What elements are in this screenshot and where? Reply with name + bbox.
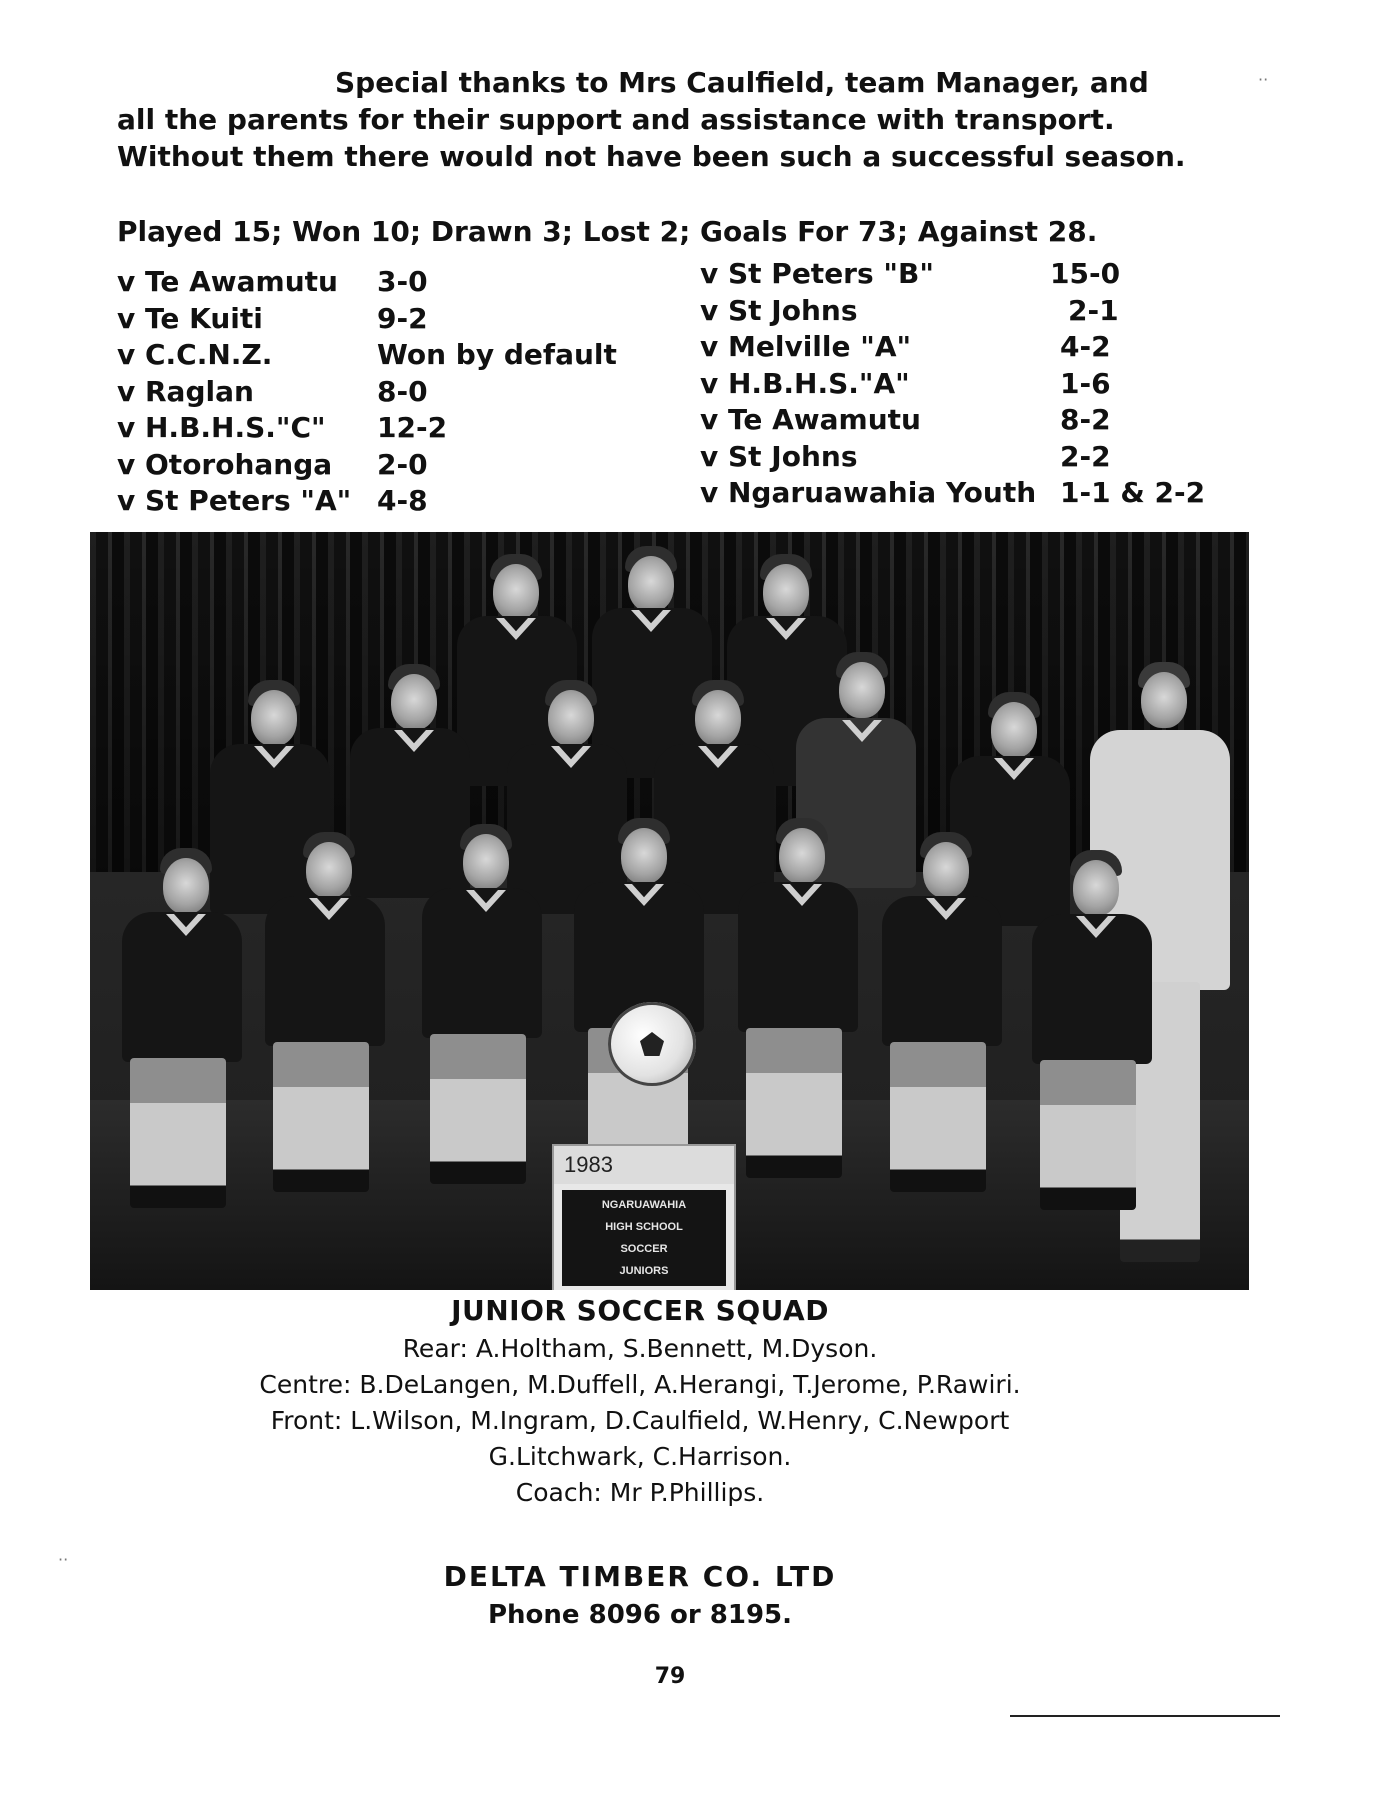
results-left-column bbox=[117, 264, 677, 520]
result-score: 1-1 & 2-2 bbox=[1060, 476, 1206, 509]
season-record: Played 15; Won 10; Drawn 3; Lost 2; Goals For 73; Against 28. bbox=[117, 215, 1098, 248]
result-row bbox=[700, 293, 1260, 330]
result-row bbox=[117, 337, 677, 374]
result-row bbox=[700, 475, 1260, 512]
result-row bbox=[117, 447, 677, 484]
result-row bbox=[117, 301, 677, 338]
caption-rear: Rear: A.Holtham, S.Bennett, M.Dyson. bbox=[402, 1334, 878, 1363]
result-opponent: v Melville "A" bbox=[700, 330, 912, 363]
result-score: 15-0 bbox=[1050, 257, 1121, 290]
result-score: 4-8 bbox=[377, 484, 428, 517]
result-row bbox=[117, 483, 677, 520]
result-score: 2-1 bbox=[1068, 293, 1119, 327]
caption-front: Front: L.Wilson, M.Ingram, D.Caulfield, W.Henry, C.Newport bbox=[270, 1406, 1010, 1435]
board-line: JUNIORS bbox=[619, 1265, 669, 1277]
caption-coach: Coach: Mr P.Phillips. bbox=[515, 1478, 765, 1507]
result-opponent: v St Johns bbox=[700, 439, 858, 473]
result-opponent: v St Johns bbox=[700, 293, 858, 327]
result-opponent: v Te Kuiti bbox=[117, 301, 263, 335]
result-score: 1-6 bbox=[1060, 366, 1111, 400]
result-row bbox=[117, 374, 677, 411]
result-opponent: v Te Awamutu bbox=[700, 403, 921, 436]
result-score: 8-0 bbox=[377, 374, 428, 408]
result-opponent: v H.B.H.S."C" bbox=[117, 411, 326, 444]
board-text bbox=[562, 1190, 726, 1286]
scan-speck: ·· bbox=[1258, 70, 1269, 89]
result-row bbox=[117, 264, 677, 301]
scan-speck: ·· bbox=[58, 1550, 69, 1569]
result-row bbox=[700, 256, 1260, 293]
board-year: 1983 bbox=[554, 1146, 734, 1184]
result-row bbox=[700, 329, 1260, 366]
page-number: 79 bbox=[654, 1664, 686, 1689]
result-score: 2-2 bbox=[1060, 439, 1111, 473]
thanks-paragraph bbox=[117, 64, 1186, 175]
result-score: 12-2 bbox=[377, 411, 448, 444]
sponsor-phone: Phone 8096 or 8195. bbox=[487, 1600, 792, 1630]
results-right-column bbox=[700, 256, 1260, 512]
result-row bbox=[700, 402, 1260, 439]
result-opponent: v H.B.H.S."A" bbox=[700, 366, 910, 400]
team-photo bbox=[90, 532, 1249, 1290]
result-score: 4-2 bbox=[1060, 330, 1111, 363]
result-opponent: v Raglan bbox=[117, 374, 254, 408]
caption-front-continued: G.Litchwark, C.Harrison. bbox=[488, 1442, 792, 1471]
result-row bbox=[117, 410, 677, 447]
board-line: NGARUAWAHIA bbox=[601, 1199, 687, 1211]
caption-centre: Centre: B.DeLangen, M.Duffell, A.Herangi, T.Jerome, P.Rawiri. bbox=[259, 1370, 1021, 1399]
result-score: 9-2 bbox=[377, 301, 428, 335]
result-row bbox=[700, 366, 1260, 403]
name-board bbox=[552, 1144, 736, 1290]
caption-title: JUNIOR SOCCER SQUAD bbox=[451, 1294, 829, 1327]
result-opponent: v Ngaruawahia Youth bbox=[700, 476, 1037, 509]
result-opponent: v St Peters "B" bbox=[700, 257, 934, 290]
sponsor-name: DELTA TIMBER CO. LTD bbox=[443, 1560, 837, 1593]
result-score: 3-0 bbox=[377, 265, 428, 298]
result-score: Won by default bbox=[377, 338, 617, 371]
soccer-ball bbox=[608, 1002, 696, 1086]
result-score: 2-0 bbox=[377, 447, 428, 481]
footer-rule bbox=[1010, 1715, 1280, 1717]
result-opponent: v Otorohanga bbox=[117, 447, 333, 481]
result-row bbox=[700, 439, 1260, 476]
result-opponent: v Te Awamutu bbox=[117, 265, 338, 298]
thanks-line-3: Without them there would not have been such a successful season. bbox=[117, 140, 1186, 173]
board-line: HIGH SCHOOL bbox=[605, 1221, 683, 1233]
thanks-line-2: all the parents for their support and assistance with transport. bbox=[117, 103, 1115, 136]
result-score: 8-2 bbox=[1060, 403, 1111, 436]
board-line: SOCCER bbox=[620, 1243, 668, 1255]
result-opponent: v C.C.N.Z. bbox=[117, 338, 273, 371]
thanks-line-1: Special thanks to Mrs Caulfield, team Manager, and bbox=[335, 66, 1149, 99]
result-opponent: v St Peters "A" bbox=[117, 484, 352, 517]
